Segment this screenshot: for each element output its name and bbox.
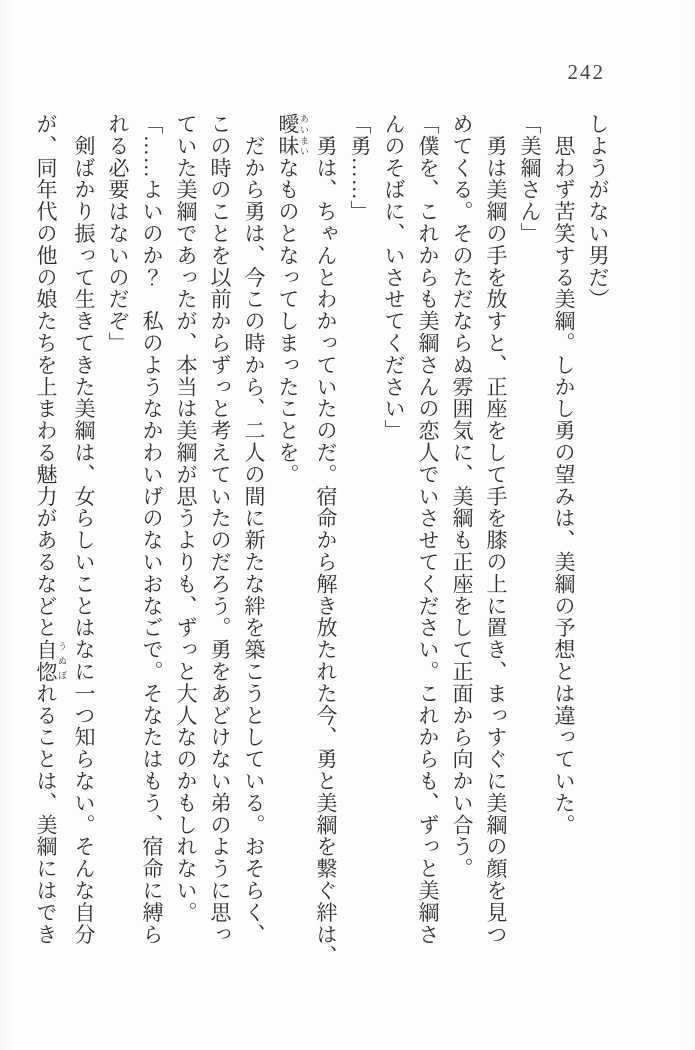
text-line: が、同年代の他の娘たちを上まわる魅力があるなどと自惚 うぬぼれることは、美綱にはでき — [34, 113, 67, 946]
page-number: 242 — [567, 60, 605, 84]
ruby-term: 自惚 うぬぼ — [34, 638, 67, 683]
text-line: めてくる。そのただならぬ雰囲気に、美綱も正座をして正面から向かい合う。 — [450, 113, 474, 880]
text-line: 「勇……」 — [348, 113, 372, 223]
text-line: 勇は、ちゃんとわかっていたのだ。宿命から解き放たれた今、勇と美綱を繋ぐ絆は、 — [314, 113, 338, 968]
furigana: あいまい — [299, 113, 309, 157]
text-line: 「僕を、これからも美綱さんの恋人でいさせてください。これからも、ずっと美綱さ — [416, 113, 440, 946]
text-line: 曖昧 あいまいなものとなってしまったことを。 — [276, 113, 309, 486]
text-line: しようがない男だ） — [586, 113, 610, 311]
text-line: 勇は美綱の手を放すと、正座をして手を膝の上に置き、まっすぐに美綱の顔を見つ — [484, 113, 508, 946]
text-line: ていた美綱であったが、本当は美綱が思うよりも、ずっと大人なのかもしれない。 — [174, 113, 198, 924]
furigana: うぬぼ — [57, 638, 67, 683]
text-line: 「美綱さん」 — [518, 113, 542, 245]
text-line: んのそばに、いさせてください」 — [382, 113, 406, 442]
text-line: れる必要はないのだぞ」 — [106, 113, 130, 354]
text-line: 「……よいのか？ 私のようなかわいげのないおなごで。そなたはもう、宿命に縛ら — [140, 113, 164, 946]
text-line: だから勇は、今この時から、二人の間に新たな絆を築こうとしている。おそらく、 — [242, 113, 266, 946]
text-line: この時のことを以前からずっと考えていたのだろう。勇をあどけない弟のように思っ — [208, 113, 232, 946]
text-line: 思わず苦笑する美綱。しかし勇の望みは、美綱の予想とは違っていた。 — [552, 113, 576, 836]
text-body — [29, 113, 615, 985]
ruby-term: 曖昧 あいまい — [276, 113, 309, 157]
text-line: 剣ばかり振って生きてきた美綱は、女らしいことはなに一つ知らない。そんな自分 — [72, 113, 96, 946]
